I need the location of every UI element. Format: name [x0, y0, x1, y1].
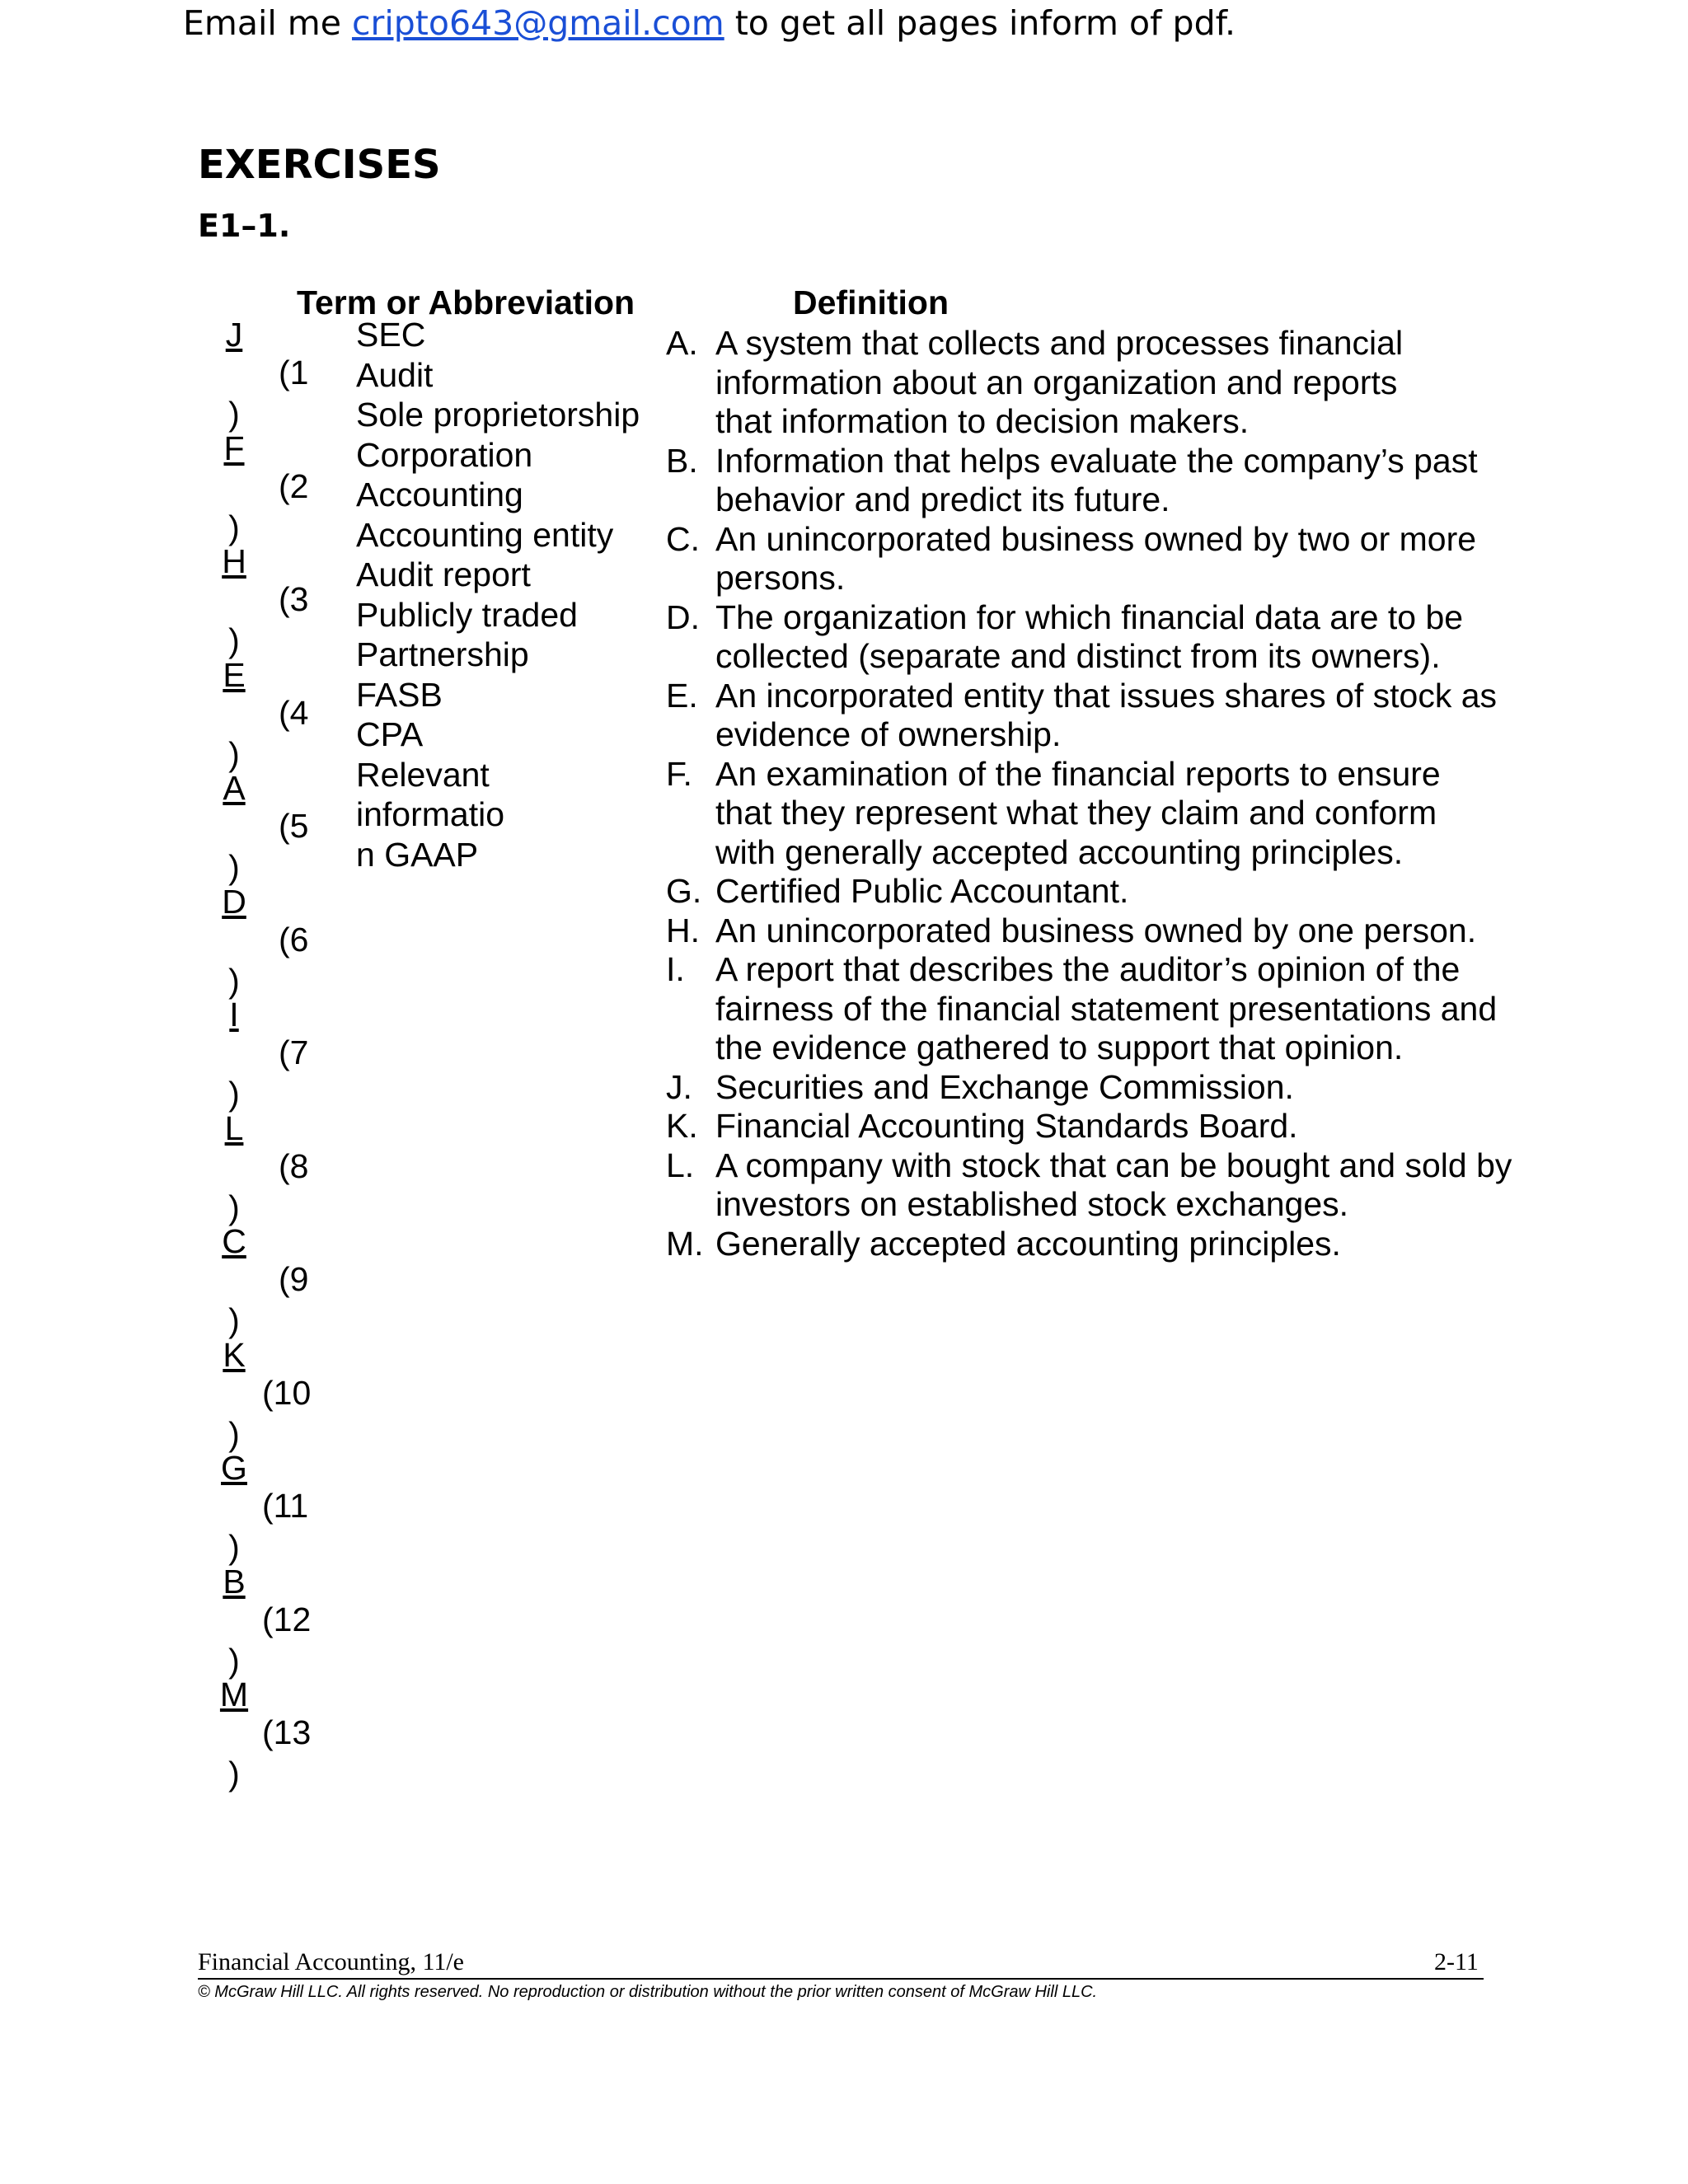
- answer-letter: [216, 995, 252, 1034]
- footer-page-number: 2-11: [1434, 1948, 1479, 1975]
- answer-letter: [216, 1675, 252, 1714]
- definition-text: Certified Public Accountant.: [715, 872, 1129, 910]
- answer-letter: [216, 1108, 252, 1148]
- answer-letter: [216, 429, 252, 468]
- term-item: SEC: [356, 316, 426, 354]
- definition-text: collected (separate and distinct from its owners).: [715, 637, 1441, 675]
- definition-letter: A.: [666, 324, 698, 362]
- definition-text: A company with stock that can be bought and sold by: [715, 1146, 1512, 1184]
- footer-rule: [198, 1978, 1484, 1980]
- term-column-header: Term or Abbreviation: [297, 284, 635, 321]
- answer-letter-text: A: [223, 769, 246, 807]
- answer-letter-text: D: [222, 882, 246, 921]
- answer-letter-text: B: [223, 1562, 246, 1601]
- definition-text: information about an organization and reports: [715, 363, 1398, 401]
- answer-letter: [216, 1221, 252, 1261]
- item-number: (7: [279, 1033, 309, 1071]
- item-number: (4: [279, 693, 309, 732]
- definition-text: persons.: [715, 559, 846, 597]
- definition-letter: H.: [666, 911, 700, 949]
- term-item: Sole proprietorship: [356, 396, 640, 434]
- answer-letter: [216, 315, 252, 354]
- answer-letter-text: L: [224, 1108, 244, 1147]
- item-number: (2: [279, 466, 309, 505]
- item-number: (5: [279, 807, 309, 845]
- item-number: (11: [262, 1487, 309, 1525]
- answer-closing-paren: ): [228, 621, 240, 659]
- answer-letter-text: F: [223, 429, 245, 467]
- answer-closing-paren: ): [228, 961, 240, 1000]
- definition-text: the evidence gathered to support that opinion.: [715, 1029, 1404, 1066]
- term-item: Accounting: [356, 476, 523, 513]
- term-item: Corporation: [356, 435, 533, 474]
- answer-closing-paren: ): [228, 1755, 240, 1793]
- definition-text: behavior and predict its future.: [715, 480, 1170, 518]
- definition-letter: B.: [666, 441, 698, 480]
- answer-closing-paren: ): [228, 395, 240, 433]
- definition-letter: K.: [666, 1107, 698, 1145]
- definition-text: Information that helps evaluate the company’s past: [715, 441, 1478, 480]
- item-number: (10: [262, 1373, 312, 1412]
- definition-text: evidence of ownership.: [715, 715, 1062, 753]
- answer-letter: [216, 1335, 252, 1375]
- item-number: (6: [279, 920, 309, 958]
- item-number: (13: [262, 1713, 312, 1751]
- term-item: FASB: [356, 675, 443, 714]
- term-item: Relevant: [356, 755, 490, 794]
- term-item: n GAAP: [356, 835, 479, 874]
- definition-text: An unincorporated business owned by one person.: [715, 911, 1477, 949]
- definition-letter: G.: [666, 872, 702, 910]
- definition-text: that they represent what they claim and conform: [715, 794, 1437, 832]
- item-number: (12: [262, 1600, 312, 1638]
- header-suffix: to get all pages inform of pdf.: [724, 3, 1236, 43]
- definition-column-header: Definition: [793, 284, 950, 321]
- answer-letter: [216, 1562, 252, 1601]
- definition-text: fairness of the financial statement presentations and: [715, 989, 1498, 1028]
- footer-book-title: Financial Accounting, 11/e: [198, 1948, 464, 1975]
- answer-letter: [216, 541, 252, 581]
- term-item: informatio: [356, 795, 505, 833]
- answer-closing-paren: ): [228, 1528, 240, 1566]
- definition-text: An incorporated entity that issues shares of stock as: [715, 676, 1498, 715]
- definition-text: Financial Accounting Standards Board.: [715, 1107, 1298, 1145]
- answer-letter-text: J: [225, 316, 243, 354]
- answer-letter-text: C: [222, 1222, 246, 1260]
- answer-letter-text: I: [229, 996, 239, 1033]
- term-item: Audit: [356, 355, 434, 394]
- item-number: (8: [279, 1146, 309, 1185]
- term-item: Publicly traded: [356, 595, 578, 634]
- answer-closing-paren: ): [228, 508, 240, 546]
- header-notice: [183, 3, 1236, 43]
- item-number: (1: [279, 354, 309, 391]
- answer-closing-paren: ): [228, 1075, 240, 1113]
- definition-letter: F.: [666, 754, 692, 793]
- definition-letter: D.: [666, 598, 700, 636]
- answer-letter: [216, 882, 252, 921]
- answer-letter: [216, 768, 252, 808]
- definition-text: Generally accepted accounting principles.: [715, 1224, 1341, 1263]
- answer-closing-paren: ): [228, 1414, 240, 1453]
- term-item: Partnership: [356, 635, 529, 673]
- email-link[interactable]: cripto643@gmail.com: [351, 3, 724, 43]
- definition-letter: M.: [666, 1224, 704, 1263]
- answer-closing-paren: ): [228, 1301, 240, 1339]
- answer-letter-text: M: [219, 1675, 249, 1713]
- definition-letter: I.: [666, 950, 685, 988]
- answer-letter: [216, 1448, 252, 1488]
- answer-closing-paren: ): [228, 1641, 240, 1680]
- definition-text: A report that describes the auditor’s opinion of the: [715, 950, 1461, 988]
- definition-text: An examination of the financial reports to ensure: [715, 754, 1441, 793]
- item-number: (3: [279, 580, 309, 618]
- answer-closing-paren: ): [228, 1188, 240, 1226]
- term-item: Accounting entity: [356, 515, 614, 554]
- answer-letter-text: K: [223, 1335, 246, 1374]
- definition-text: investors on established stock exchanges.: [715, 1185, 1349, 1223]
- term-item: CPA: [356, 715, 424, 753]
- term-item: Audit report: [356, 555, 531, 593]
- definition-text: with generally accepted accounting principles.: [715, 832, 1404, 871]
- definition-text: Securities and Exchange Commission.: [715, 1067, 1294, 1106]
- exercise-id: E1–1.: [198, 208, 291, 244]
- answer-letter-text: H: [222, 542, 246, 580]
- definition-text: The organization for which financial data are to be: [715, 598, 1464, 636]
- copyright-notice: © McGraw Hill LLC. All rights reserved. No reproduction or distribution without the prior written consent of McGraw Hill LLC.: [198, 1983, 1098, 2001]
- answer-closing-paren: ): [228, 848, 240, 886]
- answer-letter-text: G: [221, 1449, 247, 1487]
- definition-text: An unincorporated business owned by two or more: [715, 519, 1477, 558]
- definition-letter: L.: [666, 1146, 695, 1184]
- answer-letter-text: E: [223, 655, 246, 694]
- section-title: EXERCISES: [198, 142, 441, 188]
- definition-text: A system that collects and processes financial: [715, 324, 1404, 362]
- definition-text: that information to decision makers.: [715, 402, 1250, 440]
- definition-letter: J.: [666, 1067, 692, 1106]
- definition-letter: C.: [666, 519, 700, 558]
- header-prefix: Email me: [183, 3, 352, 43]
- answer-letter: [216, 655, 252, 695]
- answer-closing-paren: ): [228, 734, 240, 773]
- item-number: (9: [279, 1260, 309, 1298]
- definition-letter: E.: [666, 676, 698, 715]
